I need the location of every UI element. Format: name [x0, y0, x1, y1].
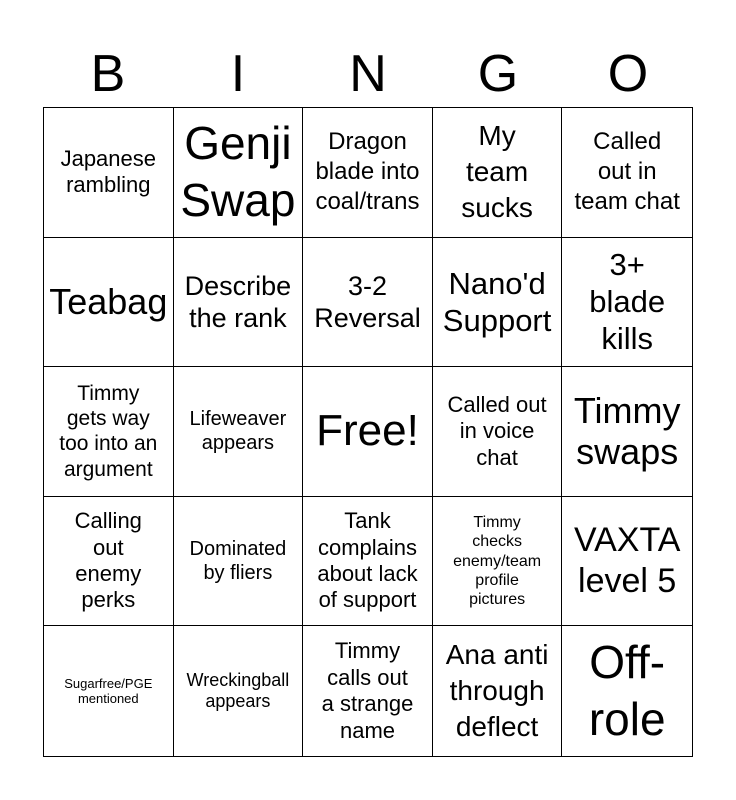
- bingo-board: [43, 107, 693, 757]
- header-letter-g: G: [477, 45, 519, 103]
- header-letter-b: B: [90, 45, 126, 103]
- bingo-cell-r3c1[interactable]: Timmy gets way too into an argument: [44, 367, 174, 497]
- header-letter-i: I: [230, 45, 246, 103]
- bingo-cell-r2c5[interactable]: 3+ blade kills: [562, 238, 692, 368]
- bingo-cell-r3c4[interactable]: Called out in voice chat: [433, 367, 563, 497]
- bingo-cell-r4c4[interactable]: Timmy checks enemy/team profile pictures: [433, 497, 563, 627]
- bingo-cell-r1c2[interactable]: Genji Swap: [174, 108, 304, 238]
- bingo-cell-r4c3[interactable]: Tank complains about lack of support: [303, 497, 433, 627]
- bingo-cell-r5c3[interactable]: Timmy calls out a strange name: [303, 626, 433, 756]
- header-letter-n: N: [349, 45, 387, 103]
- bingo-cell-r4c5[interactable]: VAXTA level 5: [562, 497, 692, 627]
- bingo-cell-r5c5[interactable]: Off- role: [588, 635, 666, 746]
- header-letter-o: O: [607, 45, 649, 103]
- bingo-cell-r3c3[interactable]: Free!: [303, 367, 433, 497]
- bingo-cell-r5c2[interactable]: Wreckingball appears: [174, 626, 304, 756]
- bingo-cell-r2c1[interactable]: Teabag: [44, 238, 174, 368]
- bingo-cell-r3c2[interactable]: Lifeweaver appears: [174, 367, 304, 497]
- bingo-header: [43, 42, 693, 106]
- bingo-cell-r2c4[interactable]: Nano'd Support: [433, 238, 563, 368]
- bingo-cell-r1c4[interactable]: My team sucks: [433, 108, 563, 238]
- bingo-cell-r1c1[interactable]: Japanese rambling: [44, 108, 174, 238]
- bingo-cell-r5c4[interactable]: Ana anti through deflect: [433, 626, 563, 756]
- bingo-cell-r4c1[interactable]: Calling out enemy perks: [44, 497, 174, 627]
- bingo-cell-r3c5[interactable]: Timmy swaps: [562, 367, 692, 497]
- bingo-cell-r2c2[interactable]: Describe the rank: [174, 238, 304, 368]
- bingo-cell-r2c3[interactable]: 3-2 Reversal: [303, 238, 433, 368]
- bingo-cell-r4c2[interactable]: Dominated by fliers: [174, 497, 304, 627]
- bingo-cell-r1c5[interactable]: Called out in team chat: [562, 108, 692, 238]
- bingo-cell-r1c3[interactable]: Dragon blade into coal/trans: [303, 108, 433, 238]
- bingo-cell-r5c1[interactable]: Sugarfree/PGE mentioned: [44, 626, 174, 756]
